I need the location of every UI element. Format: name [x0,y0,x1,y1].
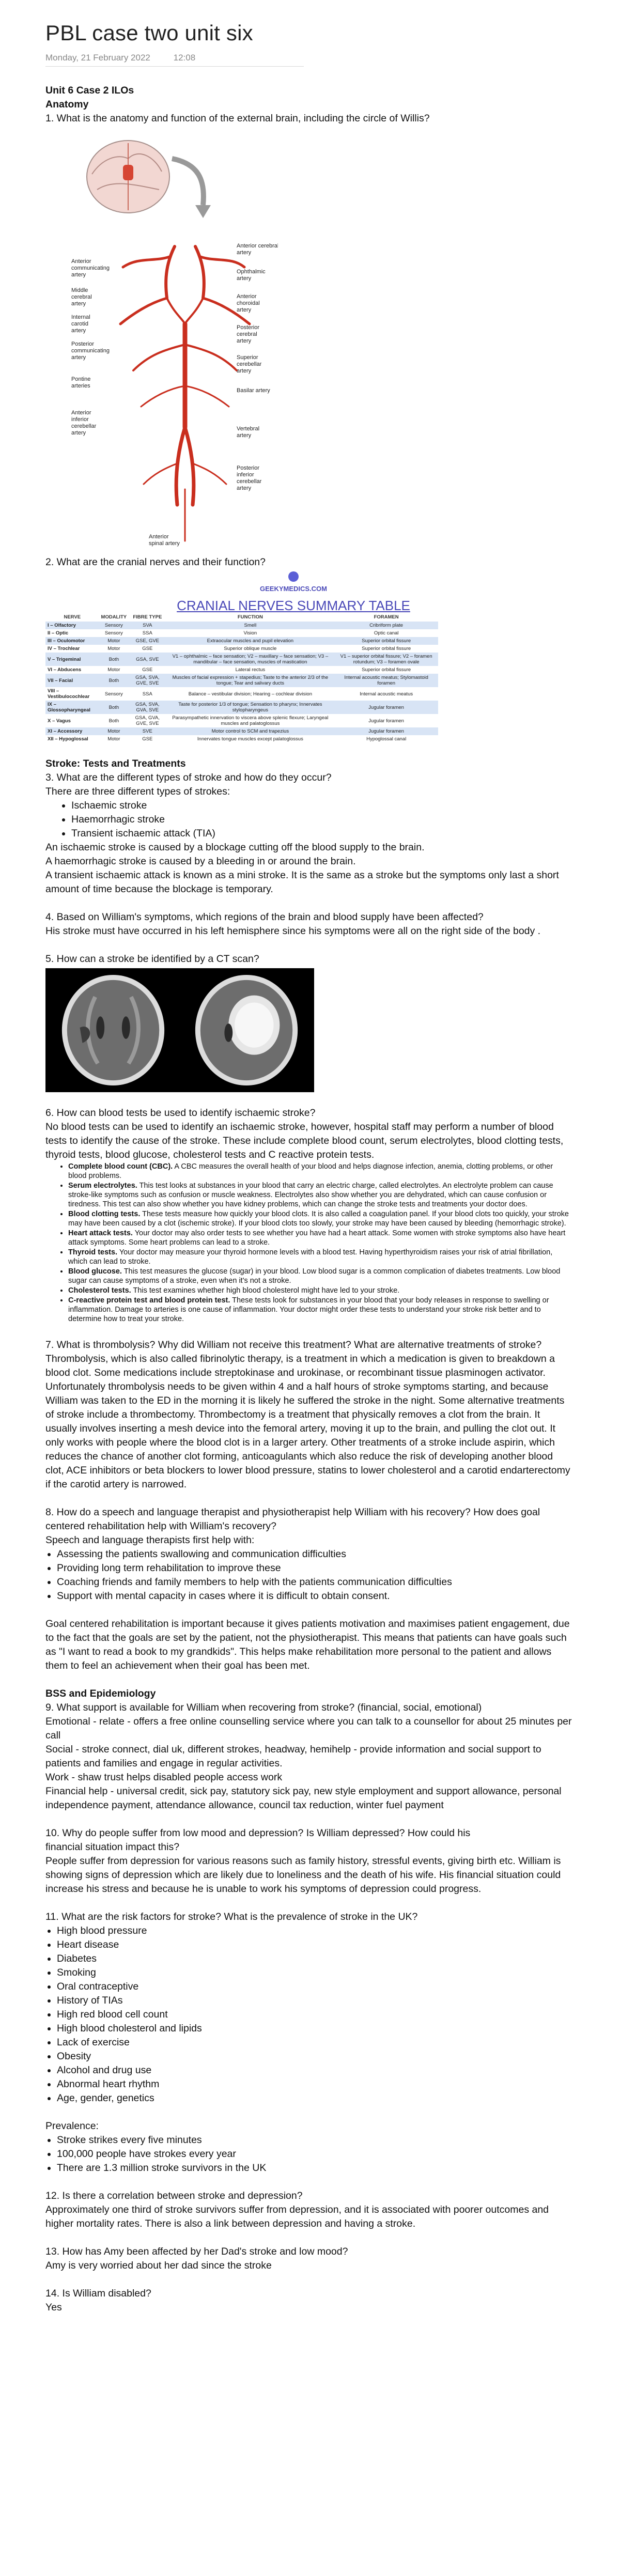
svg-text:arteries: arteries [71,383,90,389]
list-item: • Ischaemic stroke [71,799,572,813]
svg-text:communicating: communicating [71,348,110,354]
question-6: 6. How can blood tests be used to identify ischaemic stroke? [45,1107,316,1119]
svg-text:artery: artery [237,275,252,282]
question-11: 11. What are the risk factors for stroke? What is the prevalence of stroke in the UK? [45,1911,418,1922]
nerve-cell: VIII – Vestibulocochlear [48,688,90,700]
list-item: • Diabetes [57,1952,572,1966]
test-name: C-reactive protein test and blood protein test. [68,1296,230,1305]
function-cell: Taste for posterior 1/3 of tongue; Sensation to pharynx; Innervates stylopharyngeus [166,701,334,714]
function-cell: Lateral rectus [235,667,266,673]
list-item [68,1267,572,1285]
list-item: • There are 1.3 million stroke survivors in the UK [57,2161,572,2175]
diagram-labels [71,243,278,547]
question-5: 5. How can a stroke be identified by a CT scan? [45,953,259,965]
test-name: Complete blood count (CBC). [68,1162,173,1171]
modality-cell: Motor [107,646,120,651]
list-item [68,1248,572,1266]
nerve-cell: VI – Abducens [48,667,82,673]
function-cell: Motor control to SCM and trapezius [166,727,334,735]
test-text: These tests look for substances in your blood that your body releases in response to swelling or inflammation. Damage to arteries is one cause of inflammation. Your doctor might order these tests to understand your stroke risk better and to determine how to treat your stroke. [68,1296,549,1323]
nerve-cell: I – Olfactory [45,622,99,629]
bss-heading: BSS and Epidemiology [45,1688,156,1699]
logo-text: GEEKYMEDICS.COM [259,585,327,593]
header-fibre-type: FIBRE TYPE [133,614,162,620]
nerve-cell: XI – Accessory [45,727,99,735]
fibre-cell: SSA [142,630,152,636]
risk-factors-list [45,1924,572,2105]
question-7: 7. What is thrombolysis? Why did William not receive this treatment? What are alternative treatments of stroke? [45,1339,542,1351]
function-cell: Parasympathetic innervation to viscera above splenic flexure; Laryngeal muscles and palatoglossus [172,715,329,726]
geekymedics-logo-icon [288,571,299,582]
svg-text:spinal artery: spinal artery [149,540,180,547]
q4-answer: His stroke must have occurred in his left hemisphere since his symptoms were all on the right side of the body . [45,925,541,937]
foramen-cell: Superior orbital fissure [362,646,411,651]
svg-text:inferior: inferior [237,472,254,478]
svg-text:Middle: Middle [71,287,88,293]
list-item: • Alcohol and drug use [57,2063,572,2077]
table-row [45,674,438,687]
stroke-heading: Stroke: Tests and Treatments [45,758,186,769]
q8-answer: Goal centered rehabilitation is important because it gives patients motivation and maximises patient engagement, due to the fact that the goals are set by the patient, not the physiotherapist. This means that patients can have goals such as "I want to read a book to my grandkids". This helps make rehabilitation more personal to the patient and allows them to feel an achievement when their goal has been met. [45,1618,570,1671]
list-item: • Abnormal heart rhythm [57,2077,572,2091]
svg-text:Anterior cerebral: Anterior cerebral [237,243,278,249]
list-item: • Heart disease [57,1938,572,1952]
svg-text:Pontine: Pontine [71,376,91,382]
svg-text:cerebral: cerebral [237,331,257,337]
prevalence-label: Prevalence: [45,2120,99,2132]
zoom-arrow [172,159,204,205]
list-item: • Lack of exercise [57,2036,572,2050]
svg-text:Anterior: Anterior [71,258,91,265]
question-14: 14. Is William disabled? [45,2288,151,2299]
function-cell: Balance – vestibular division; Hearing – cochlear division [188,691,312,697]
question-12: 12. Is there a correlation between stroke and depression? [45,2190,303,2201]
q9-financial: Financial help - universal credit, sick pay, statutory sick pay, new style employment and support allowance, personal independence payment, attendance allowance, council tax reduction, winter fuel payment [45,1786,562,1811]
title-divider [45,66,304,67]
foramen-cell: Optic canal [374,630,399,636]
list-item: • Haemorrhagic stroke [71,813,572,827]
circle-of-willis-diagram [71,128,278,551]
q12-answer: Approximately one third of stroke survivors suffer from depression, and it is associated with poorer outcomes and higher mortality rates. There is also a link between depression and having a stroke. [45,2204,549,2229]
table-row [45,701,438,714]
foramen-cell: Jugular foramen [334,727,438,735]
table-row [45,645,438,653]
modality-cell: Sensory [104,691,123,697]
q3-intro: There are three different types of strokes: [45,786,230,797]
fibre-cell: SVA [129,622,166,629]
svg-text:Anterior: Anterior [237,293,257,300]
svg-text:Internal: Internal [71,314,90,320]
nerve-cell: IX – Glossopharyngeal [45,701,99,714]
svg-text:inferior: inferior [71,416,89,423]
foramen-cell: Hypoglossal canal [366,736,407,742]
modality-cell: Motor [99,727,129,735]
prevalence-list [45,2133,572,2175]
test-name: Cholesterol tests. [68,1286,131,1295]
svg-text:cerebral: cerebral [71,294,92,300]
ct-scan-images [45,968,314,1092]
svg-text:artery: artery [237,432,252,439]
fibre-cell: GSE, GVE [129,637,166,645]
list-item: • High red blood cell count [57,2008,572,2022]
svg-text:Anterior: Anterior [149,534,169,540]
nerve-cell: XII – Hypoglossal [48,736,88,742]
question-10-line2: financial situation impact this? [45,1841,180,1853]
q3-haemorrhagic: A haemorrhagic stroke is caused by a bleeding in or around the brain. [45,856,356,867]
table-row [45,714,438,727]
test-text: Your doctor may measure your thyroid hormone levels with a blood test. Having hyperthyroidism raises your risk of atrial fibrillation, which can lead to stroke. [68,1248,553,1266]
header-modality: MODALITY [101,614,127,620]
svg-text:Basilar artery: Basilar artery [237,387,270,394]
slt-list [45,1547,572,1603]
page-meta [45,53,216,63]
test-name: Heart attack tests. [68,1229,133,1237]
test-text: This test looks at substances in your blood that carry an electric charge, called electrolytes. An electrolyte problem can cause stroke-like symptoms such as confusion or muscle weakness. Electrolytes also show whether you are dehydrated, which can cause confusion or tiredness. This test can also show whether you have kidney problems, which can change the stroke tests and treatments your doctor does. [68,1182,553,1208]
nerve-cell: IV – Trochlear [48,646,80,651]
table-row [45,637,438,645]
fibre-cell: SSA [142,691,152,697]
list-item [68,1286,572,1295]
list-item: • Coaching friends and family members to help with the patients communication difficulties [57,1575,572,1589]
list-item: • Age, gender, genetics [57,2091,572,2105]
list-item [68,1181,572,1209]
test-text: A CBC measures the overall health of your blood and helps diagnose infection, anemia, clotting problems, or other blood problems. [68,1162,553,1180]
test-name: Serum electrolytes. [68,1182,137,1190]
table-row [45,735,438,743]
ct-scan-right [182,971,311,1089]
table-row [45,687,438,701]
question-9: 9. What support is available for William when recovering from stroke? (financial, social, emotional) [45,1702,482,1713]
svg-text:artery: artery [71,272,86,278]
brain-outline [87,141,169,213]
q9-work: Work - shaw trust helps disabled people access work [45,1772,283,1783]
function-cell: Innervates tongue muscles except palatoglossus [197,736,303,742]
svg-text:Posterior: Posterior [71,341,95,347]
svg-text:artery: artery [71,430,86,436]
q14-answer: Yes [45,2302,62,2313]
svg-text:artery: artery [237,338,252,344]
anatomy-heading: Anatomy [45,99,89,110]
nerve-cell: V – Trigeminal [45,653,99,666]
modality-cell: Sensory [104,630,123,636]
question-2: 2. What are the cranial nerves and their function? [45,556,266,568]
list-item: • Smoking [57,1966,572,1980]
nerve-cell: X – Vagus [48,718,71,724]
question-3: 3. What are the different types of stroke and how do they occur? [45,772,332,783]
page-title: PBL case two unit six [45,21,253,45]
foramen-cell: Cribriform plate [334,622,438,629]
header-function: FUNCTION [237,614,263,620]
list-item: • Obesity [57,2050,572,2063]
modality-cell: Motor [99,637,129,645]
ct-scan-left [49,971,178,1089]
fibre-cell: GSA, SVA, GVE, SVE [129,674,166,687]
foramen-cell: Jugular foramen [368,718,404,724]
q3-tia: A transient ischaemic attack is known as a mini stroke. It is the same as a stroke but the symptoms only last a short amount of time because the blockage is temporary. [45,870,559,895]
svg-text:Anterior: Anterior [71,410,91,416]
list-item: • High blood cholesterol and lipids [57,2022,572,2036]
foramen-cell: Internal acoustic meatus; Stylomastoid foramen [334,674,438,687]
question-1: 1. What is the anatomy and function of the external brain, including the circle of Willis? [45,113,430,124]
list-item: • Oral contraceptive [57,1980,572,1994]
svg-text:communicating: communicating [71,265,110,271]
foramen-cell: Jugular foramen [334,701,438,714]
test-name: Blood glucose. [68,1267,122,1276]
blood-tests-list [57,1162,572,1324]
list-item: • Support with mental capacity in cases where it is difficult to obtain consent. [57,1589,572,1603]
list-item: • History of TIAs [57,1994,572,2008]
table-row [45,666,438,674]
test-name: Blood clotting tests. [68,1210,141,1218]
q9-social: Social - stroke connect, dial uk, different strokes, headway, hemihelp - provide information and social support to patients and families and engage in regular activities. [45,1744,541,1769]
modality-cell: Both [99,701,129,714]
svg-text:artery: artery [237,485,252,491]
modality-cell: Motor [107,736,120,742]
svg-text:artery: artery [237,307,252,313]
q8-intro: Speech and language therapists first help with: [45,1534,255,1546]
function-cell: Muscles of facial expression + stapedius; Taste to the anterior 2/3 of the tongue; Tear and salivary ducts [166,674,334,687]
svg-text:cerebellar: cerebellar [71,423,97,429]
table-row [45,622,438,629]
arteries [120,246,250,541]
list-item: • Stroke strikes every five minutes [57,2133,572,2147]
foramen-cell: Internal acoustic meatus [360,691,413,697]
test-text: This test examines whether high blood cholesterol might have led to your stroke. [131,1286,400,1295]
list-item [68,1229,572,1247]
modality-cell: Both [109,718,119,724]
q3-ischaemic: An ischaemic stroke is caused by a blockage cutting off the blood supply to the brain. [45,842,425,853]
question-13: 13. How has Amy been affected by her Dad's stroke and low mood? [45,2246,348,2257]
q9-emotional: Emotional - relate - offers a free online counselling service where you can talk to a counsellor for about 25 minutes per call [45,1716,572,1741]
foramen-cell: V1 – superior orbital fissure; V2 – foramen rotundum; V3 – foramen ovale [334,653,438,666]
function-cell: Smell [166,622,334,629]
table-row [45,653,438,666]
list-item [68,1296,572,1324]
nerve-cell: III – Oculomotor [45,637,99,645]
svg-text:cerebellar: cerebellar [237,361,262,367]
table-body [45,622,438,743]
test-text: These tests measure how quickly your blood clots. It is also called a coagulation panel. If your blood clots too quickly, your stroke may have been caused by a clot (ischemic stroke). If your blood clots too slowly, your stroke may have been caused by bleeding (hemorrhagic stroke). [68,1210,569,1228]
cranial-nerves-table [45,613,438,743]
note-content[interactable] [45,77,572,2315]
test-name: Thyroid tests. [68,1248,118,1256]
fibre-cell: GSA, GVA, GVE, SVE [135,715,160,726]
nerve-cell: VII – Facial [45,674,99,687]
svg-text:carotid: carotid [71,321,89,327]
svg-text:artery: artery [237,368,252,374]
list-item: • Transient ischaemic attack (TIA) [71,827,572,841]
function-cell: V1 – ophthalmic – face sensation; V2 – maxillary – face sensation; V3 – mandibular – face sensation, muscles of mastication [166,653,334,666]
function-cell: Vision [243,630,257,636]
svg-text:Posterior: Posterior [237,465,260,471]
modality-cell: Both [99,653,129,666]
q10-answer: People suffer from depression for various reasons such as family history, stressful events, giving birth etc. William is showing signs of depression which are likely due to loneliness and the death of his wife. His financial situation could increase his stress and because he is unable to work his symptoms of depression could progress. [45,1855,561,1895]
q7-answer: Thrombolysis, which is also called fibrinolytic therapy, is a treatment in which a medication is given to breakdown a blood clot. Some medications include streptokinase and urokinase, or recombinant tissue plasminogen activator. Unfortunately thrombolysis needs to be given within 4 and a half hours of stroke symptoms starting, and because William was taken to the ED in the morning it is likely he suffered the stroke in the night. Some alternative treatments of stroke include a thrombectomy. Thrombectomy is a treatment that physically removes a clot from the brain. It usually involves inserting a mesh device into the femoral artery, moving it up to the brain, and pulling the clot out. It only works with people where the blood clot is in a larger artery. Other treatments of a stroke include aspirin, which reduces the chance of another clot forming, anticoagulants which also reduce the risk of developing another blood clot, ACE inhibitors or beta blockers to lower blood pressure, statins to lower cholesterol and a carotid endarterectomy if the carotid artery is narrowed. [45,1353,570,1490]
question-8: 8. How do a speech and language therapist and physiotherapist help William with his recovery? How does goal centered rehabilitation help with William's recovery? [45,1507,540,1532]
question-4: 4. Based on William's symptoms, which regions of the brain and blood supply have been affected? [45,911,484,923]
list-item [68,1162,572,1181]
list-item: • Assessing the patients swallowing and communication difficulties [57,1547,572,1561]
list-item: • 100,000 people have strokes every year [57,2147,572,2161]
question-10-line1: 10. Why do people suffer from low mood and depression? Is William depressed? How could his [45,1827,471,1839]
table-header-row [45,613,438,622]
svg-text:artery: artery [71,328,86,334]
svg-text:cerebellar: cerebellar [237,478,262,485]
test-text: Your doctor may also order tests to see whether you have had a heart attack. Some women with stroke symptoms also have heart attack symptoms. Some heart problems can lead to a stroke. [68,1229,566,1247]
fibre-cell: GSE [142,667,153,673]
table-title: CRANIAL NERVES SUMMARY TABLE [177,598,410,613]
svg-text:artery: artery [71,354,86,361]
svg-text:Ophthalmic: Ophthalmic [237,269,266,275]
svg-text:Vertebral: Vertebral [237,426,260,432]
cranial-nerves-header [149,571,438,613]
fibre-cell: GSA, SVE [129,653,166,666]
svg-text:Superior: Superior [237,354,258,361]
foramen-cell: Superior orbital fissure [362,667,411,673]
page-time: 12:08 [173,53,196,63]
modality-cell: Both [99,674,129,687]
header-foramen: FORAMEN [374,614,399,620]
ilos-heading: Unit 6 Case 2 ILOs [45,85,134,96]
nerve-cell: II – Optic [48,630,69,636]
modality-cell: Sensory [99,622,129,629]
svg-text:artery: artery [71,301,86,307]
list-item: • High blood pressure [57,1924,572,1938]
foramen-cell: Superior orbital fissure [334,637,438,645]
table-row [45,629,438,637]
fibre-cell: GSA, SVA, GVA, SVE [129,701,166,714]
fibre-cell: SVE [129,727,166,735]
list-item [68,1209,572,1228]
q13-answer: Amy is very worried about her dad since the stroke [45,2260,272,2271]
function-cell: Extraocular muscles and pupil elevation [166,637,334,645]
list-item: • Providing long term rehabilitation to improve these [57,1561,572,1575]
header-nerve: NERVE [64,614,81,620]
fibre-cell: GSE [142,736,153,742]
fibre-cell: GSE [142,646,153,651]
svg-text:artery: artery [237,250,252,256]
function-cell: Superior oblique muscle [224,646,277,651]
svg-text:choroidal: choroidal [237,300,260,306]
table-row [45,727,438,735]
svg-text:Posterior: Posterior [237,324,260,331]
q6-answer: No blood tests can be used to identify an ischaemic stroke, however, hospital staff may perform a number of blood tests to identify the cause of the stroke. These include complete blood count, serum electrolytes, blood clotting tests, thyroid tests, blood glucose, cholesterol tests and C reactive protein tests. [45,1121,564,1160]
modality-cell: Motor [107,667,120,673]
stroke-types-list [45,799,572,841]
page-date: Monday, 21 February 2022 [45,53,150,63]
test-text: This test measures the glucose (sugar) in your blood. Low blood sugar is a common complication of diabetes treatments. Low blood sugar can cause symptoms of a stroke, even when it's not a stroke. [68,1267,561,1285]
